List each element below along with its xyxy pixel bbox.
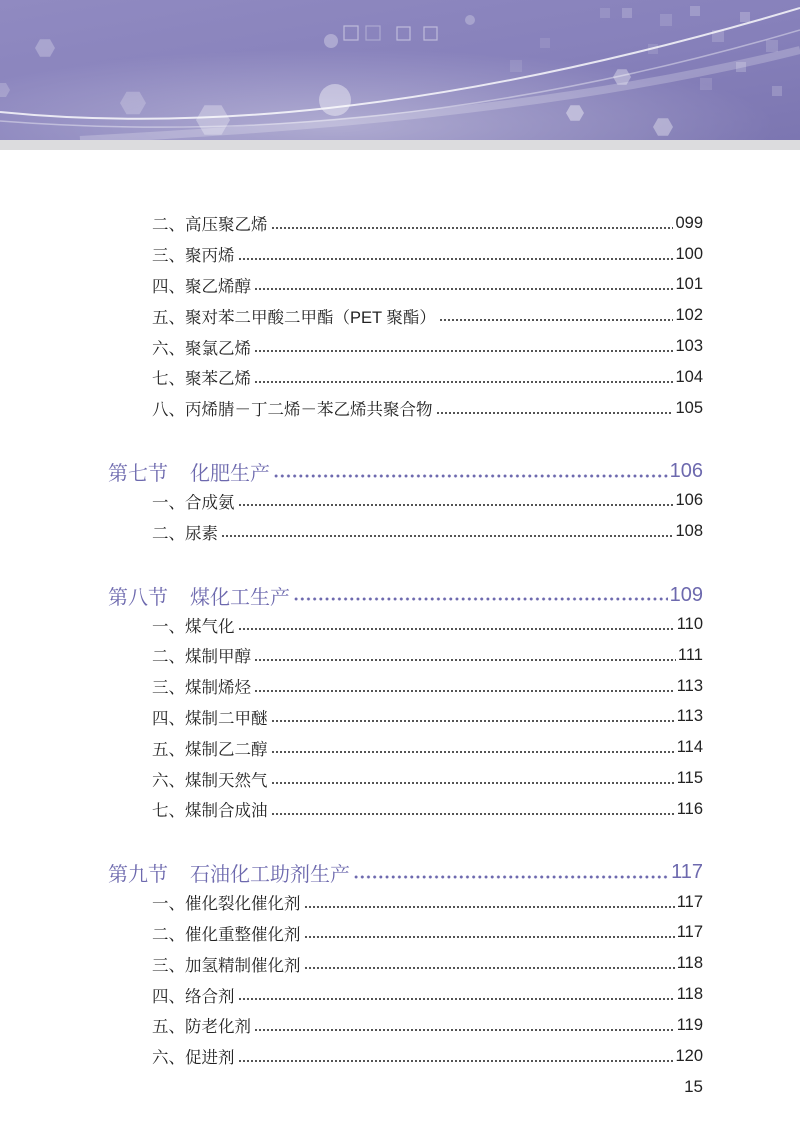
section-number: 第七节: [108, 463, 168, 486]
toc-entry: [108, 948, 703, 979]
dot-leader: [293, 596, 668, 602]
toc-entry: [108, 763, 703, 794]
dot-leader: [238, 1059, 674, 1063]
dot-leader: [254, 1028, 675, 1032]
dot-leader: [353, 874, 669, 880]
section-title: 化肥生产: [190, 463, 270, 486]
toc-entry: [108, 270, 703, 301]
dot-leader: [271, 812, 675, 816]
section-page: 106: [669, 460, 703, 483]
toc-section-heading: [108, 458, 703, 486]
toc-entry: [108, 918, 703, 949]
toc-entry-page: 119: [676, 1015, 703, 1034]
page-number: 15: [684, 1077, 703, 1096]
toc-entry-page: 108: [675, 522, 703, 541]
toc-entry-page: 118: [676, 985, 703, 1004]
toc-entry-title: 四、聚乙烯醇: [152, 277, 251, 296]
toc-entry-page: 101: [675, 275, 703, 294]
dot-leader: [238, 503, 674, 507]
dot-leader: [238, 627, 675, 631]
toc-entry-page: 104: [675, 367, 703, 386]
toc-entry: [108, 331, 703, 362]
toc-entry: [108, 702, 703, 733]
table-of-contents: [108, 208, 703, 1072]
section-page: 117: [671, 861, 703, 884]
toc-entry: [108, 239, 703, 270]
toc-entry: [108, 393, 703, 424]
section-title: 石油化工助剂生产: [190, 864, 350, 887]
toc-entry-page: 113: [676, 676, 703, 695]
toc-entry-page: 117: [676, 923, 703, 942]
toc-entry-title: 七、煤制合成油: [152, 802, 268, 821]
toc-entry-page: 115: [676, 769, 703, 788]
header-divider: [0, 140, 800, 150]
dot-leader: [221, 534, 673, 538]
toc-section-heading: [108, 859, 703, 887]
toc-entry-title: 一、煤气化: [152, 617, 235, 636]
toc-entry: [108, 1010, 703, 1041]
header-banner: [0, 0, 800, 140]
toc-entry-title: 五、防老化剂: [152, 1018, 251, 1037]
toc-entry: [108, 516, 703, 547]
toc-entry-page: 106: [675, 491, 703, 510]
section-title: 煤化工生产: [190, 586, 290, 609]
dot-leader: [254, 658, 676, 662]
dot-leader: [271, 226, 674, 230]
toc-entry-title: 七、聚苯乙烯: [152, 370, 251, 389]
toc-entry-title: 三、煤制烯烃: [152, 679, 251, 698]
toc-section-heading: [108, 581, 703, 609]
toc-entry-title: 八、丙烯腈－丁二烯－苯乙烯共聚合物: [152, 401, 433, 420]
toc-entry: [108, 300, 703, 331]
dot-leader: [304, 966, 675, 970]
dot-leader: [273, 473, 668, 479]
toc-entry-page: 105: [675, 398, 703, 417]
toc-entry-title: 五、聚对苯二甲酸二甲酯（PET 聚酯）: [152, 308, 436, 327]
toc-entry-title: 二、高压聚乙烯: [152, 216, 268, 235]
dot-leader: [271, 719, 675, 723]
toc-entry: [108, 794, 703, 825]
toc-entry: [108, 1041, 703, 1072]
section-number: 第九节: [108, 864, 168, 887]
dot-leader: [254, 287, 673, 291]
toc-entry-title: 四、络合剂: [152, 987, 235, 1006]
toc-entry-title: 五、煤制乙二醇: [152, 740, 268, 759]
dot-leader: [439, 318, 674, 322]
dot-leader: [254, 689, 675, 693]
banner-artwork: [0, 0, 800, 140]
dot-leader: [238, 997, 675, 1001]
toc-entry-page: 103: [675, 337, 703, 356]
toc-entry-page: 110: [676, 615, 703, 634]
toc-entry: [108, 671, 703, 702]
toc-entry: [108, 640, 703, 671]
toc-entry-title: 三、聚丙烯: [152, 247, 235, 266]
toc-entry-title: 一、催化裂化催化剂: [152, 895, 301, 914]
toc-entry-page: 116: [676, 799, 703, 818]
toc-entry-title: 四、煤制二甲醚: [152, 709, 268, 728]
toc-entry: [108, 609, 703, 640]
toc-entry-page: 120: [675, 1046, 703, 1065]
toc-entry: [108, 979, 703, 1010]
section-number: 第八节: [108, 586, 168, 609]
toc-entry-title: 六、聚氯乙烯: [152, 339, 251, 358]
toc-entry-page: 113: [676, 707, 703, 726]
toc-entry-page: 111: [677, 645, 703, 664]
dot-leader: [238, 257, 674, 261]
dot-leader: [271, 750, 675, 754]
dot-leader: [254, 349, 673, 353]
toc-entry-page: 118: [676, 954, 703, 973]
section-page: 109: [669, 583, 703, 606]
toc-entry: [108, 887, 703, 918]
toc-entry-page: 102: [675, 306, 703, 325]
toc-entry-title: 二、尿素: [152, 524, 218, 543]
toc-entry: [108, 362, 703, 393]
toc-entry-page: 100: [675, 244, 703, 263]
toc-entry-title: 三、加氢精制催化剂: [152, 956, 301, 975]
toc-entry-title: 一、合成氨: [152, 493, 235, 512]
toc-entry-page: 117: [676, 892, 703, 911]
dot-leader: [304, 905, 675, 909]
dot-leader: [436, 411, 674, 415]
toc-entry-page: 099: [675, 213, 703, 232]
dot-leader: [271, 781, 675, 785]
toc-entry: [108, 486, 703, 517]
toc-entry-title: 六、煤制天然气: [152, 771, 268, 790]
dot-leader: [304, 935, 675, 939]
toc-entry: [108, 208, 703, 239]
toc-entry-page: 114: [676, 738, 703, 757]
toc-entry: [108, 732, 703, 763]
dot-leader: [254, 380, 673, 384]
toc-entry-title: 二、催化重整催化剂: [152, 925, 301, 944]
toc-entry-title: 二、煤制甲醇: [152, 648, 251, 667]
toc-entry-title: 六、促进剂: [152, 1049, 235, 1068]
